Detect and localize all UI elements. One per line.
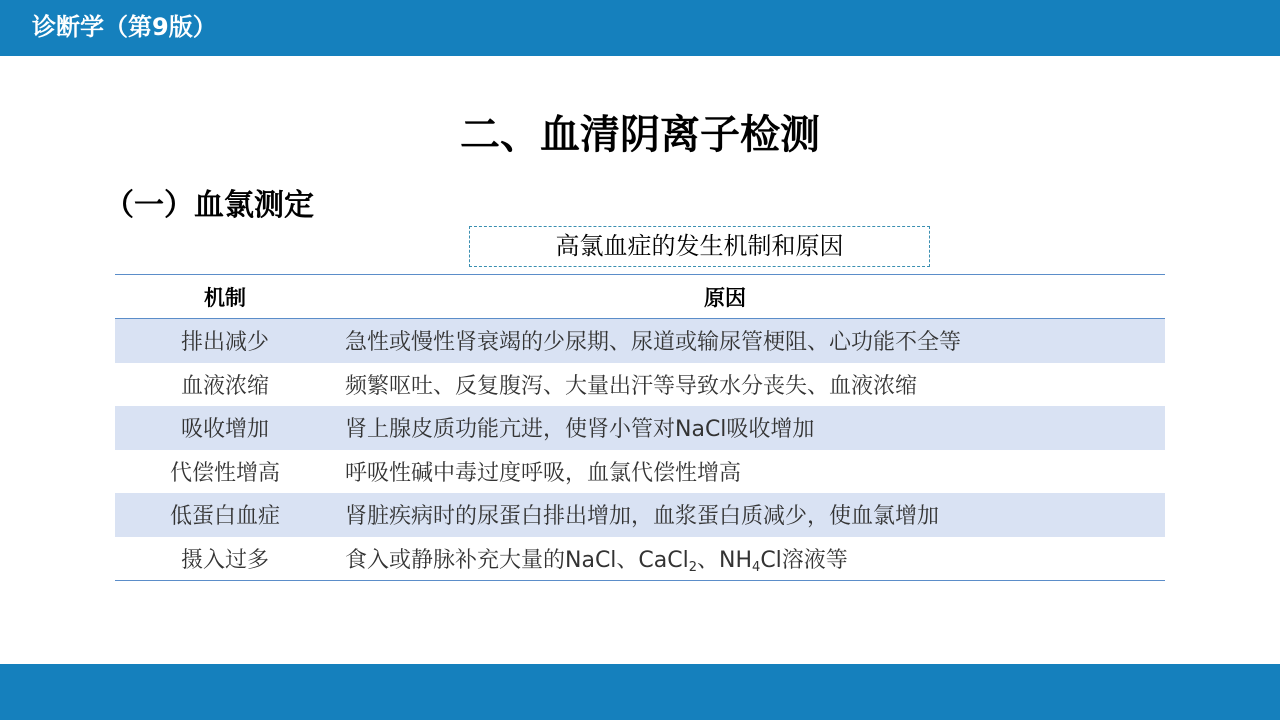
bottom-banner [0,664,1280,720]
cause-text: 食入或静脉补充大量的NaCl、CaCl [345,547,689,573]
section-heading: （一）血氯测定 [104,188,314,223]
slide-title: 二、血清阴离子检测 [460,112,820,158]
cause-cell: 肾脏疾病时的尿蛋白排出增加，血浆蛋白质减少，使血氯增加 [345,504,940,530]
table-caption: 高氯血症的发生机制和原因 [469,226,930,267]
cause-cell [335,543,1165,574]
table-row [115,363,1165,407]
mechanism-table [115,274,1165,581]
column-header-cause: 原因 [704,285,746,310]
cause-text: Cl溶液等 [760,547,848,573]
cause-cell: 频繁呕吐、反复腹泻、大量出汗等导致水分丧失、血液浓缩 [345,373,918,399]
mechanism-cell: 吸收增加 [180,417,269,443]
table-header-row [115,275,1165,319]
table-row [115,319,1165,363]
top-banner [0,0,1280,56]
cause-text: 、NH [697,547,753,573]
table-row [115,493,1165,537]
cause-cell: 肾上腺皮质功能亢进，使肾小管对NaCl吸收增加 [345,417,815,443]
cause-cell: 急性或慢性肾衰竭的少尿期、尿道或输尿管梗阻、心功能不全等 [345,330,962,356]
cause-cell: 呼吸性碱中毒过度呼吸，血氯代偿性增高 [345,460,742,486]
subscript: 2 [688,559,698,575]
table-row [115,450,1165,494]
mechanism-cell: 血液浓缩 [180,373,269,399]
mechanism-cell: 摄入过多 [180,547,269,573]
subscript: 4 [752,559,761,575]
mechanism-cell: 低蛋白血症 [169,504,280,530]
mechanism-cell: 代偿性增高 [169,460,280,486]
column-header-mechanism: 机制 [204,285,246,310]
table-row [115,406,1165,450]
mechanism-cell: 排出减少 [180,330,269,356]
table-row [115,537,1165,581]
book-title: 诊断学（第9版） [32,13,217,41]
